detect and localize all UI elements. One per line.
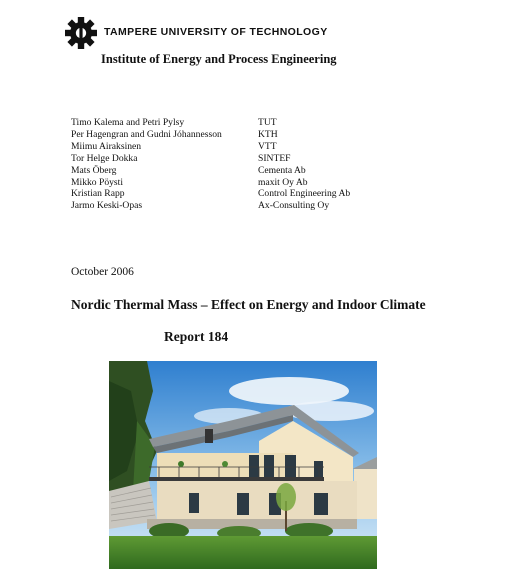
author-name: Mats Öberg xyxy=(71,164,117,176)
author-org: TUT xyxy=(258,117,277,128)
author-name: Kristian Rapp xyxy=(71,188,125,200)
author-name: Jarmo Keski-Opas xyxy=(71,200,143,212)
author-org: Cementa Ab xyxy=(258,164,306,176)
university-name: TAMPERE UNIVERSITY OF TECHNOLOGY xyxy=(104,26,328,38)
report-title: Nordic Thermal Mass – Effect on Energy and Indoor Climate xyxy=(71,297,426,312)
author-name: Timo Kalema and Petri Pylsy xyxy=(71,117,185,128)
author-org: KTH xyxy=(258,128,278,140)
author-name: Miimu Airaksinen xyxy=(71,140,142,152)
author-organizations xyxy=(258,117,350,212)
author-name: Mikko Pöysti xyxy=(71,176,123,188)
house-photo xyxy=(109,361,377,569)
author-org: VTT xyxy=(258,140,277,152)
author-org: Control Engineering Ab xyxy=(258,188,351,200)
author-org: Ax-Consulting Oy xyxy=(258,200,330,212)
author-org: maxit Oy Ab xyxy=(258,176,308,188)
author-org: SINTEF xyxy=(258,152,291,164)
report-date: October 2006 xyxy=(71,266,134,278)
tut-gear-logo-icon xyxy=(64,16,98,50)
author-names xyxy=(71,117,222,212)
institute-name: Institute of Energy and Process Engineering xyxy=(101,52,337,66)
author-name: Tor Helge Dokka xyxy=(71,152,138,164)
author-name: Per Hagengran and Gudni Jóhannesson xyxy=(71,128,222,140)
report-number: Report 184 xyxy=(164,329,229,344)
